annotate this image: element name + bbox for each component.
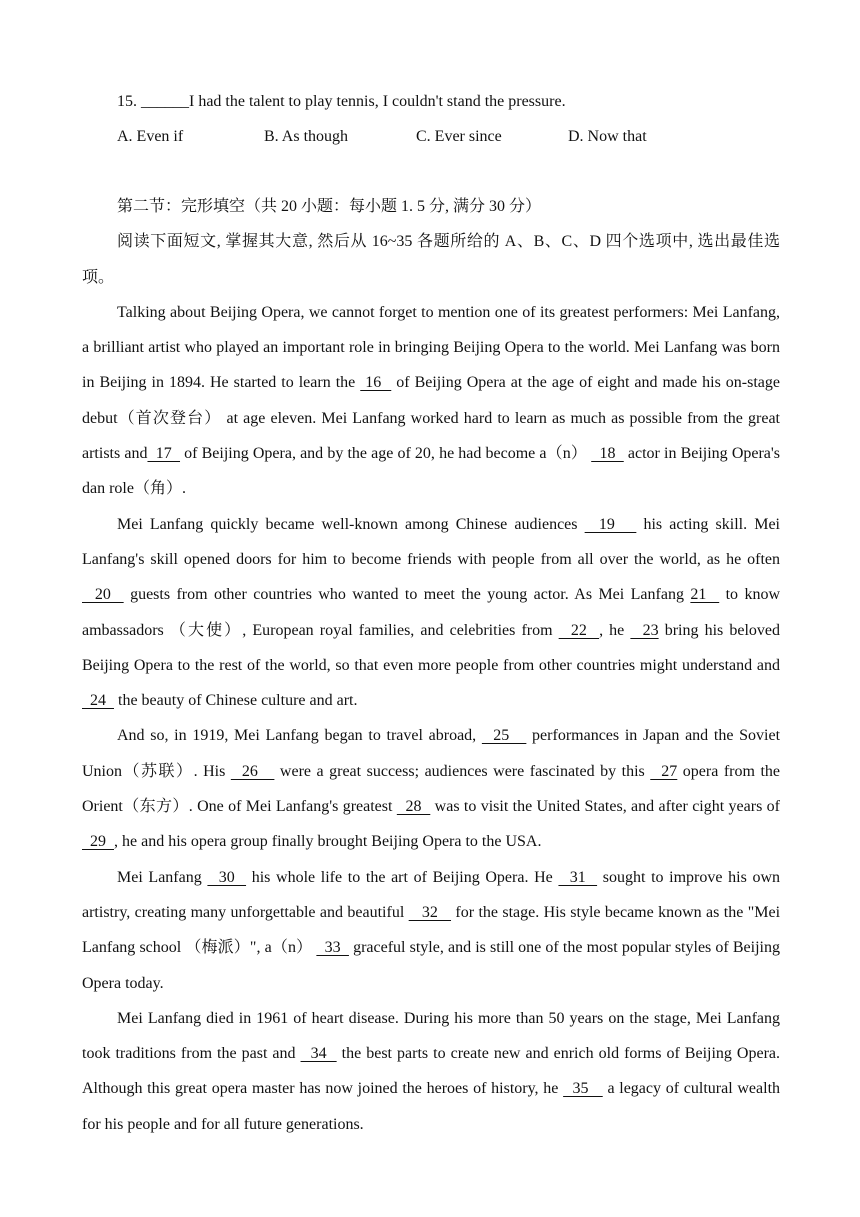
question-15-stem: 15. ______I had the talent to play tennis, I couldn't stand the pressure.	[117, 93, 566, 110]
text: his whole life to the art of Beijing Opera. He	[246, 868, 559, 886]
blank-20: 20	[82, 586, 124, 604]
text: guests from other countries who wanted to meet the young actor. As Mei Lanfang	[123, 586, 691, 604]
option-b: B. As though	[264, 128, 349, 145]
text: , he	[599, 621, 631, 639]
question-15-options	[82, 119, 780, 154]
option-a: A. Even if	[117, 128, 184, 145]
text: were a great success; audiences were fascinated by this	[274, 762, 651, 780]
text: of Beijing Opera at the age of eight and made his on-stage debut（首次登台） at age eleven. Mei Lanfang worked hard to learn as much as possible from the great artists and	[82, 374, 781, 463]
text: of Beijing Opera, and by the age of 20, he had become a（n）	[180, 445, 592, 463]
blank-30: 30	[207, 868, 247, 886]
text: performances in Japan and the Soviet Union（苏联）. His	[82, 727, 781, 780]
section-instruction: 阅读下面短文, 掌握其大意, 然后从 16~35 各题所给的 A、B、C、D 四个选项中, 选出最佳选项。	[82, 233, 780, 286]
text: And so, in 1919, Mei Lanfang began to travel abroad,	[117, 727, 482, 745]
blank-34: 34	[300, 1045, 337, 1063]
blank-16: 16	[360, 374, 392, 392]
text: Mei Lanfang	[117, 868, 208, 886]
passage-paragraph-1	[82, 295, 780, 507]
blank-28: 28	[396, 798, 431, 816]
blank-31: 31	[558, 868, 598, 886]
blank-24: 24	[82, 692, 114, 710]
text: to know ambassadors （大使）, European royal families, and celebrities from	[82, 586, 781, 639]
blank-32: 32	[408, 903, 452, 921]
blank-35: 35	[563, 1080, 603, 1098]
blank-21: 21	[690, 586, 720, 604]
text: sought to improve his own artistry, creating many unforgettable and beautiful	[82, 868, 781, 921]
text: for the stage. His style became known as the "Mei Lanfang school （梅派）", a（n）	[82, 903, 781, 957]
passage-paragraph-2	[82, 507, 780, 719]
passage-paragraph-4	[82, 860, 780, 1001]
text: the best parts to create new and enrich old forms of Beijing Opera. Although this great opera master has now joined the heroes of history, he	[82, 1045, 781, 1098]
blank-17: 17	[147, 445, 181, 463]
blank-23: 23	[630, 621, 659, 639]
option-d: D. Now that	[568, 128, 647, 145]
text: was to visit the United States, and after cight years of	[430, 798, 781, 816]
text: his acting skill. Mei Lanfang's skill opened doors for him to become friends with people from all over the world, as he often	[82, 515, 781, 568]
text: graceful style, and is still one of the most popular styles of Beijing Opera today.	[82, 939, 780, 992]
blank-33: 33	[316, 939, 349, 957]
text: Mei Lanfang quickly became well-known among Chinese audiences	[117, 515, 585, 533]
section-heading: 第二节：完形填空（共 20 小题：每小题 1. 5 分, 满分 30 分）	[117, 198, 542, 215]
passage-paragraph-3	[82, 718, 780, 859]
text: a legacy of cultural wealth for his people and for all future generations.	[82, 1080, 781, 1133]
text: bring his beloved Beijing Opera to the rest of the world, so that even more people from other countries might understand and	[82, 621, 781, 674]
text: actor in Beijing Opera's dan role（角）.	[82, 445, 781, 498]
text: the beauty of Chinese culture and art.	[114, 692, 358, 710]
section-gap	[82, 154, 780, 189]
text: Talking about Beijing Opera, we cannot forget to mention one of its greatest performers: Mei Lanfang, a brilliant artist who played an important role in bringing Beijing Opera to the world. Mei Lanfang was born in Beijing in 1894. He started to learn the	[82, 303, 780, 392]
option-c: C. Ever since	[416, 128, 502, 145]
text: opera from the Orient（东方）. One of Mei Lanfang's greatest	[82, 762, 781, 816]
text: , he and his opera group finally brought Beijing Opera to the USA.	[114, 833, 542, 851]
blank-27: 27	[650, 762, 678, 780]
blank-29: 29	[82, 833, 114, 851]
blank-19: 19	[584, 515, 637, 533]
blank-26: 26	[230, 762, 275, 780]
text: Mei Lanfang died in 1961 of heart disease. During his more than 50 years on the stage, Mei Lanfang took traditions from the past and	[82, 1009, 780, 1063]
blank-25: 25	[481, 727, 527, 745]
passage-paragraph-5	[82, 1001, 780, 1142]
blank-18: 18	[591, 445, 624, 463]
blank-22: 22	[558, 621, 600, 639]
